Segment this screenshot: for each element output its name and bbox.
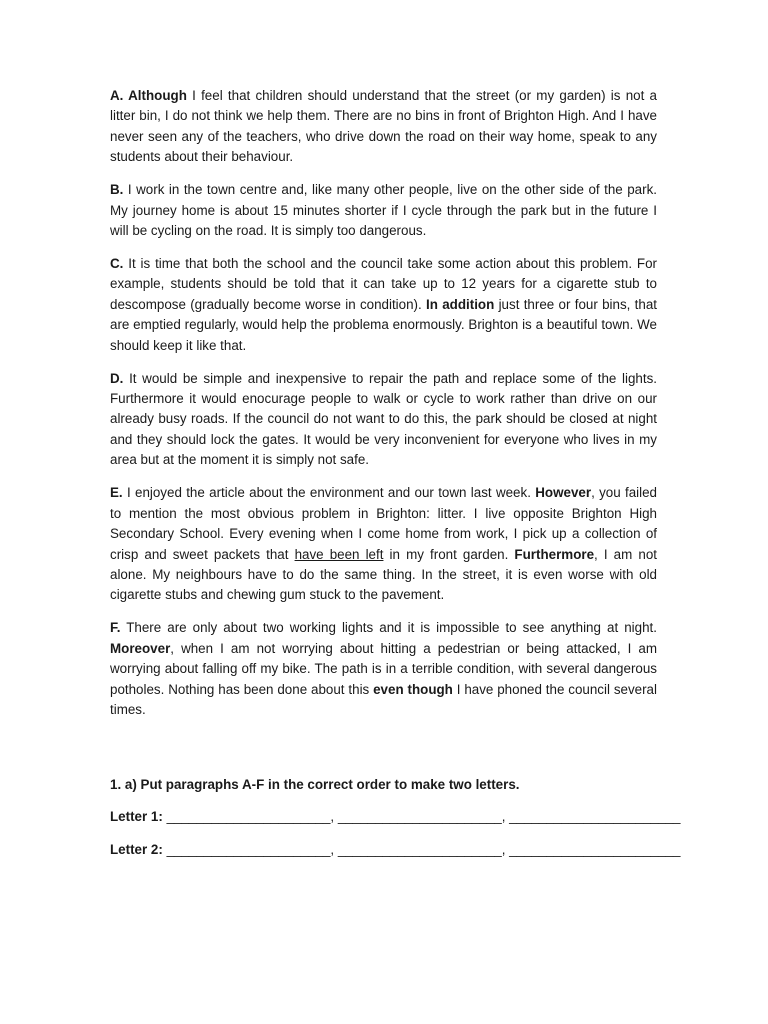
letter-paragraphs bbox=[110, 86, 657, 720]
paragraph-text: I have phoned the council several times. bbox=[110, 681, 657, 717]
spacer bbox=[110, 733, 657, 775]
bold-text: D. bbox=[110, 370, 124, 386]
comma: , bbox=[501, 809, 510, 825]
answer-line-letter-2[interactable] bbox=[110, 840, 681, 860]
bold-text: In addition bbox=[426, 296, 495, 312]
bold-text: Furthermore bbox=[514, 546, 595, 562]
paragraph-text: There are only about two working lights and it is impossible to see anything at night. bbox=[120, 620, 657, 636]
question-instruction: 1. a) Put paragraphs A-F in the correct order to make two letters. bbox=[110, 776, 520, 792]
comma: , bbox=[501, 841, 510, 857]
answer-blank[interactable]: ______________________ bbox=[337, 809, 502, 825]
bold-text: E. bbox=[110, 485, 123, 501]
bold-text: C. bbox=[110, 256, 124, 272]
paragraph-a bbox=[110, 86, 657, 168]
bold-text: Moreover bbox=[110, 640, 171, 656]
paragraph-f bbox=[110, 618, 657, 720]
paragraph-text: It is time that both the school and the council take some action about this problem. For example, students should be told that it can take up to 12 years for a cigarette stub to descompose (gradually become worse in condition). bbox=[110, 256, 657, 312]
paragraph-b bbox=[110, 180, 657, 241]
answer-label: Letter 2: bbox=[110, 841, 163, 857]
paragraph-text: I feel that children should understand that the street (or my garden) is not a litter bin, I do not think we help them. There are no bins in front of Brighton High. And I have never seen any of the teachers, who drive down the road on their way home, speak to any students about their behaviour. bbox=[110, 88, 657, 165]
bold-text: However bbox=[535, 485, 592, 501]
bold-text: A. Although bbox=[110, 88, 187, 103]
paragraph-text: , when I am not worrying about hitting a pedestrian or being attacked, I am worrying about falling off my bike. The path is in a terrible condition, with several dangerous potholes. Nothing has been done about this bbox=[110, 640, 657, 697]
underlined-text: have been left bbox=[294, 546, 384, 562]
paragraph-c bbox=[110, 254, 657, 356]
bold-text: even though bbox=[373, 681, 453, 697]
comma: , bbox=[330, 809, 338, 825]
answer-blank[interactable]: ______________________ bbox=[337, 841, 502, 857]
paragraph-text: , you failed to mention the most obvious problem in Brighton: litter. I live opposite Brighton High Secondary School. Every evening when I come home from work, I pick up a collection of crisp and sweet packets that bbox=[110, 485, 658, 562]
worksheet bbox=[110, 86, 681, 872]
answer-label: Letter 1: bbox=[110, 809, 163, 825]
paragraph-text: It would be simple and inexpensive to repair the path and replace some of the lights. Furthermore it would enocurage people to walk or cycle to work rather than drive on our already busy roads. If the council do not want to do this, the park should be closed at night and they should lock the gates. It would be very inconvenient for everyone who lives in my area but at the moment it is simply not safe. bbox=[110, 370, 657, 468]
paragraph-d bbox=[110, 369, 657, 471]
answer-blank[interactable]: _______________________ bbox=[509, 841, 681, 857]
bold-text: F. bbox=[110, 620, 121, 636]
paragraph-text: I work in the town centre and, like many other people, live on the other side of the park. My journey home is about 15 minutes shorter if I cycle through the park but in the future I will be cycling on the road. It is simply too dangerous. bbox=[110, 182, 657, 239]
paragraph-e bbox=[110, 483, 657, 605]
paragraph-text: I enjoyed the article about the environment and our town last week. bbox=[122, 485, 536, 501]
paragraph-text: just three or four bins, that are emptied regularly, would help the problema enormously. Brighton is a beautiful town. We should keep it like that. bbox=[110, 296, 657, 353]
comma: , bbox=[330, 841, 338, 857]
bold-text: B. bbox=[110, 182, 124, 198]
paragraph-text: in my front garden. bbox=[383, 546, 515, 562]
answer-blank[interactable]: _______________________ bbox=[509, 809, 681, 825]
paragraph-text: , I am not alone. My neighbours have to do the same thing. In the street, it is even worse with old cigarette stubs and chewing gum stuck to the pavement. bbox=[110, 546, 657, 603]
answer-line-letter-1[interactable] bbox=[110, 807, 681, 827]
answer-blank[interactable]: ______________________ bbox=[166, 809, 331, 825]
answer-blank[interactable]: ______________________ bbox=[166, 841, 331, 857]
